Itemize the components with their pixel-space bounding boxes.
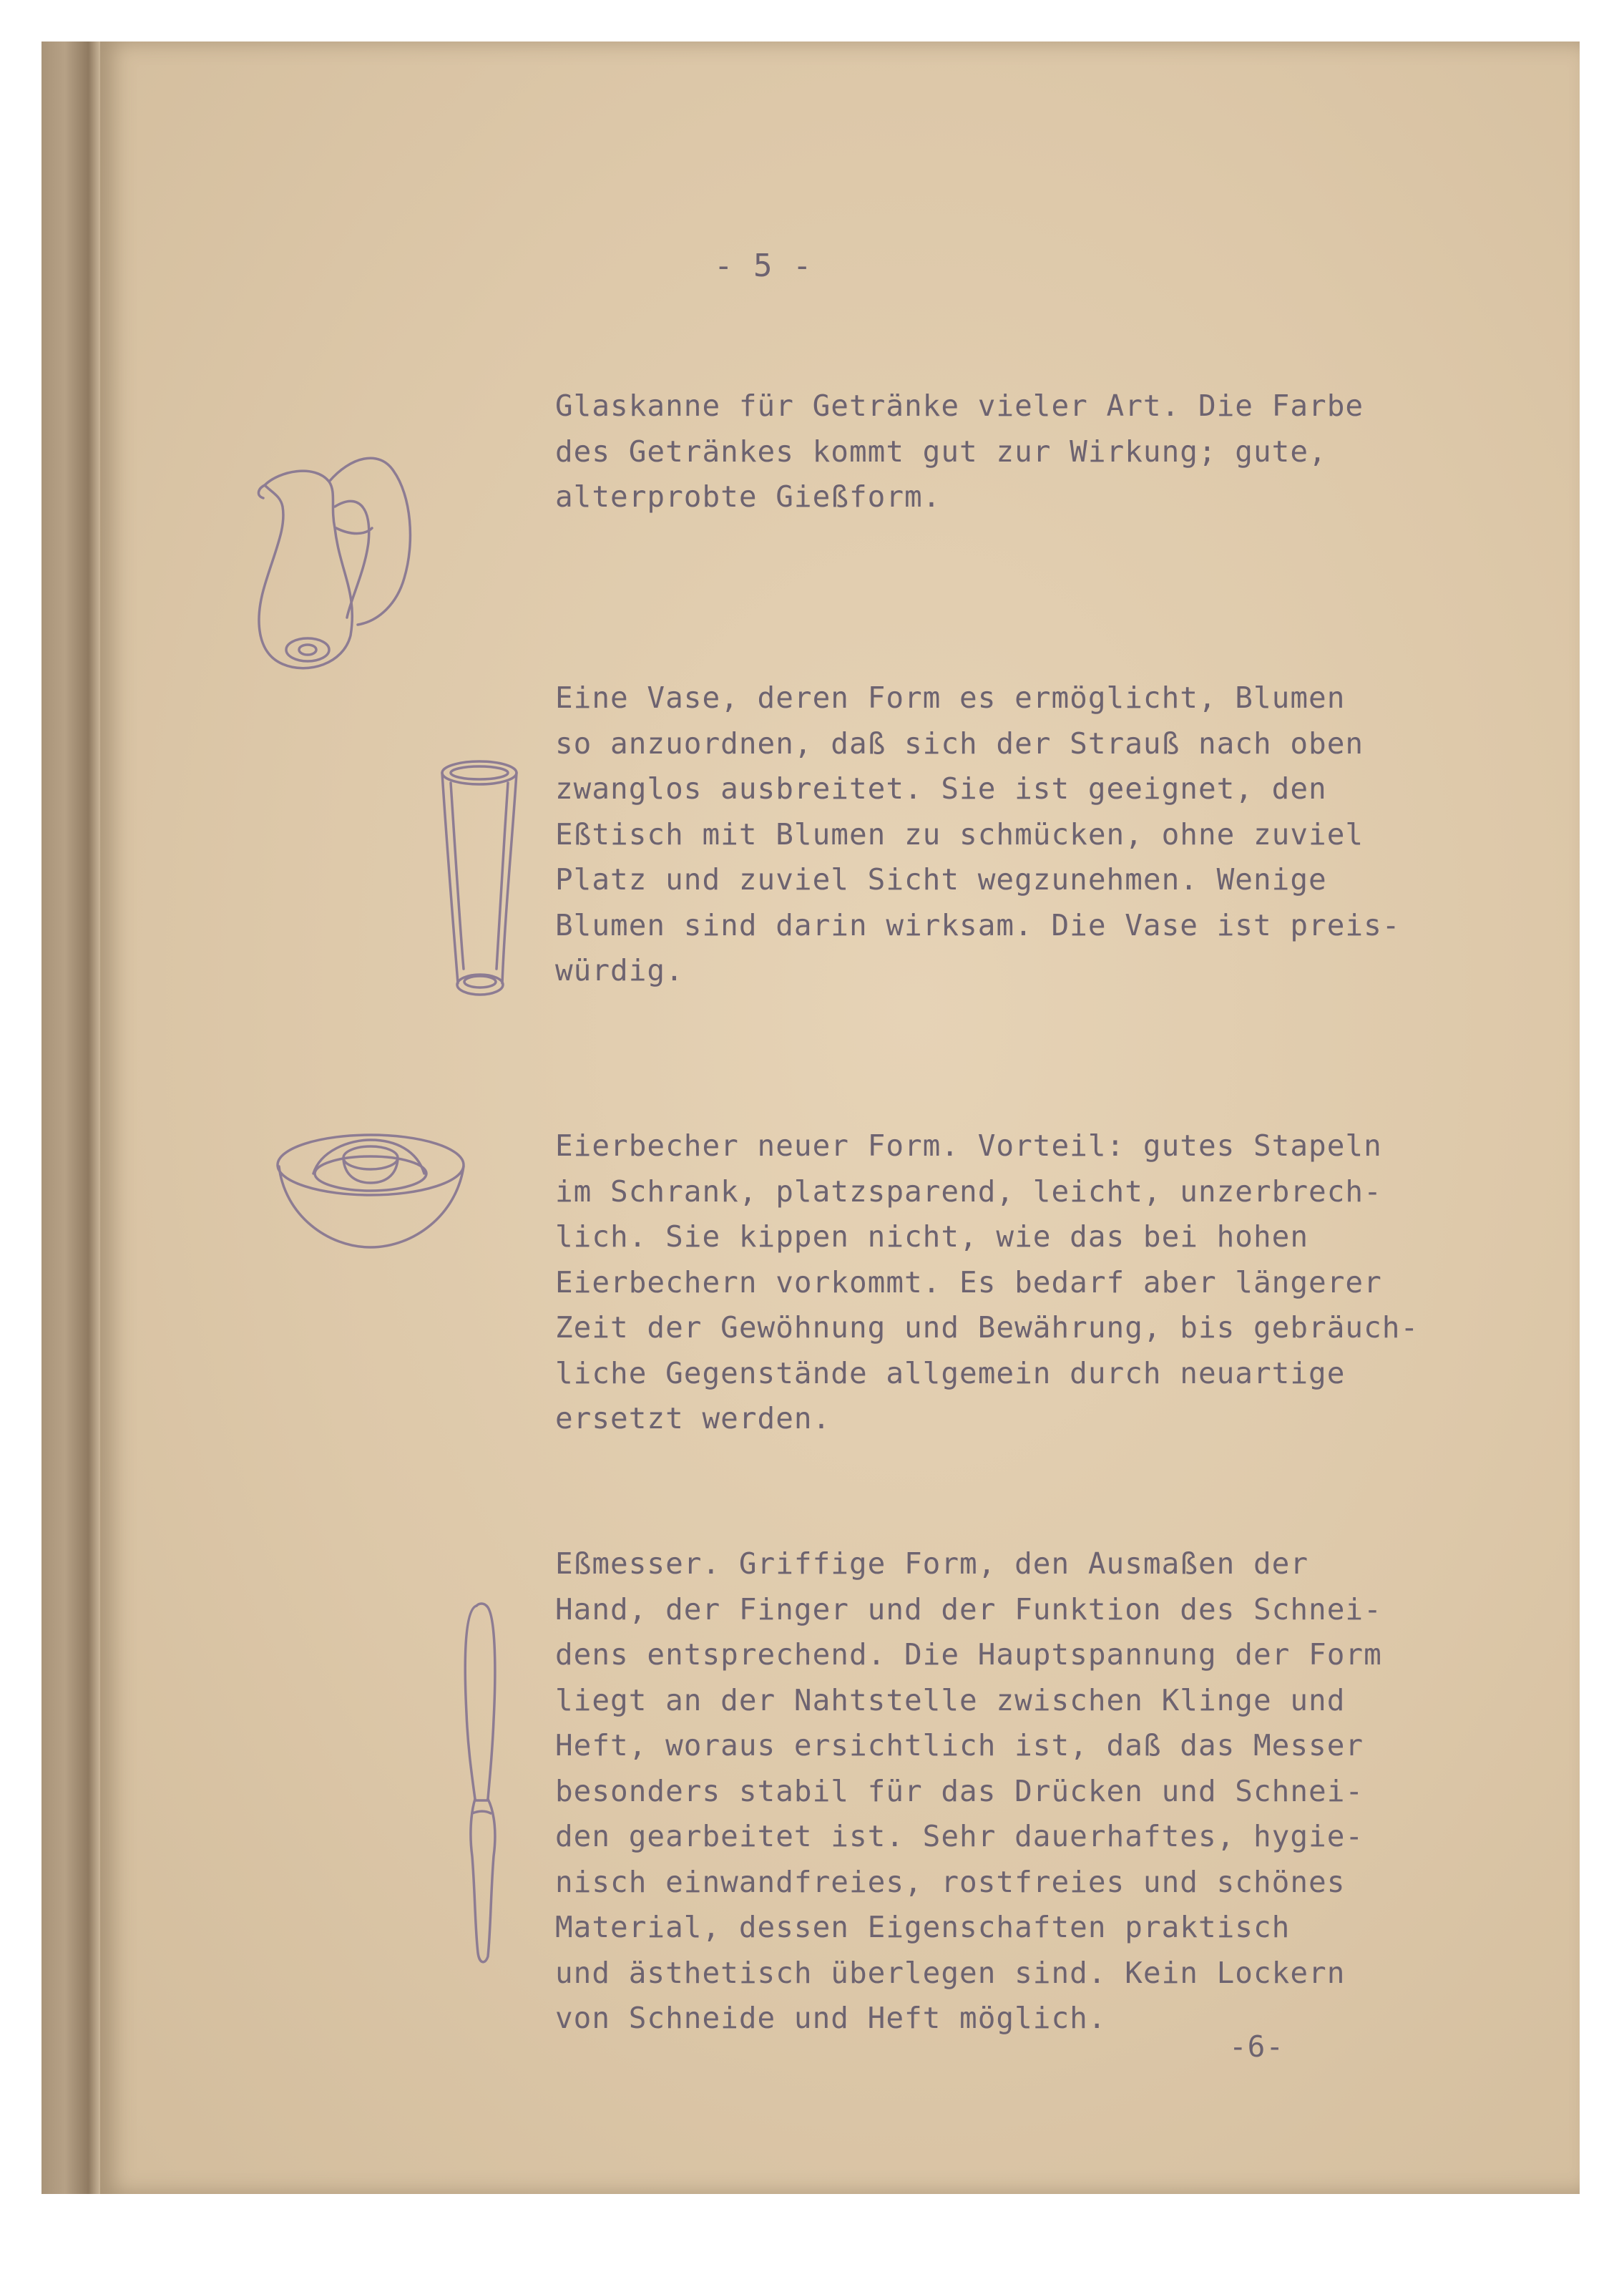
- text-line: alterprobte Gießform.: [555, 479, 941, 514]
- vase-sketch: [431, 754, 531, 1012]
- egg-cup-sketch: [270, 1115, 478, 1258]
- scanned-page: [41, 42, 1580, 2194]
- text-line: dens entsprechend. Die Hauptspannung der Form: [555, 1637, 1382, 1672]
- text-line: Heft, woraus ersichtlich ist, daß das Messer: [555, 1728, 1364, 1762]
- book-spine: [41, 42, 100, 2194]
- text-line: Blumen sind darin wirksam. Die Vase ist preis-: [555, 907, 1401, 942]
- document-page: [100, 42, 1580, 2194]
- jug-sketch: [250, 428, 436, 686]
- text-line: Eine Vase, deren Form es ermöglicht, Blumen: [555, 681, 1346, 715]
- text-line: Material, dessen Eigenschaften praktisch: [555, 1910, 1291, 1944]
- text-line: nisch einwandfreies, rostfreies und schönes: [555, 1864, 1346, 1899]
- text-line: im Schrank, platzsparend, leicht, unzerbrech-: [555, 1174, 1382, 1209]
- text-line: besonders stabil für das Drücken und Schnei-: [555, 1773, 1364, 1808]
- text-line: Glaskanne für Getränke vieler Art. Die Farbe: [555, 389, 1364, 423]
- text-line: Platz und zuviel Sicht wegzunehmen. Wenige: [555, 862, 1327, 897]
- text-line: Eßtisch mit Blumen zu schmücken, ohne zuviel: [555, 816, 1364, 852]
- text-line: so anzuordnen, daß sich der Strauß nach oben: [555, 726, 1364, 761]
- text-line: Eierbechern vorkommt. Es bedarf aber längerer: [555, 1264, 1382, 1300]
- paragraph-vase: [555, 676, 1400, 994]
- text-line: Zeit der Gewöhnung und Bewährung, bis gebräuch-: [555, 1310, 1419, 1345]
- page-number: - 5 -: [714, 248, 813, 284]
- text-line: den gearbeitet ist. Sehr dauerhaftes, hygie-: [555, 1819, 1364, 1853]
- text-line: ersetzt werden.: [555, 1401, 831, 1435]
- text-line: und ästhetisch überlegen sind. Kein Lockern: [555, 1955, 1346, 1990]
- text-line: würdig.: [555, 953, 684, 988]
- text-line: liegt an der Nahtstelle zwischen Klinge und: [555, 1682, 1346, 1717]
- text-line: zwanglos ausbreitet. Sie ist geeignet, den: [555, 771, 1327, 806]
- next-page-number: -6-: [1229, 2029, 1285, 2064]
- paragraph-glaskanne: [555, 384, 1364, 520]
- text-line: liche Gegenstände allgemein durch neuartige: [555, 1355, 1346, 1390]
- text-line: Hand, der Finger und der Funktion des Schnei-: [555, 1591, 1382, 1627]
- paragraph-essmesser: [555, 1541, 1382, 2042]
- text-line: Eierbecher neuer Form. Vorteil: gutes Stapeln: [555, 1128, 1382, 1163]
- knife-sketch: [444, 1599, 529, 1971]
- text-line: des Getränkes kommt gut zur Wirkung; gute,: [555, 434, 1327, 469]
- paragraph-eierbecher: [555, 1123, 1419, 1442]
- text-line: Eßmesser. Griffige Form, den Ausmaßen der: [555, 1546, 1309, 1581]
- text-line: lich. Sie kippen nicht, wie das bei hohen: [555, 1219, 1309, 1254]
- text-line: von Schneide und Heft möglich.: [555, 2001, 1107, 2035]
